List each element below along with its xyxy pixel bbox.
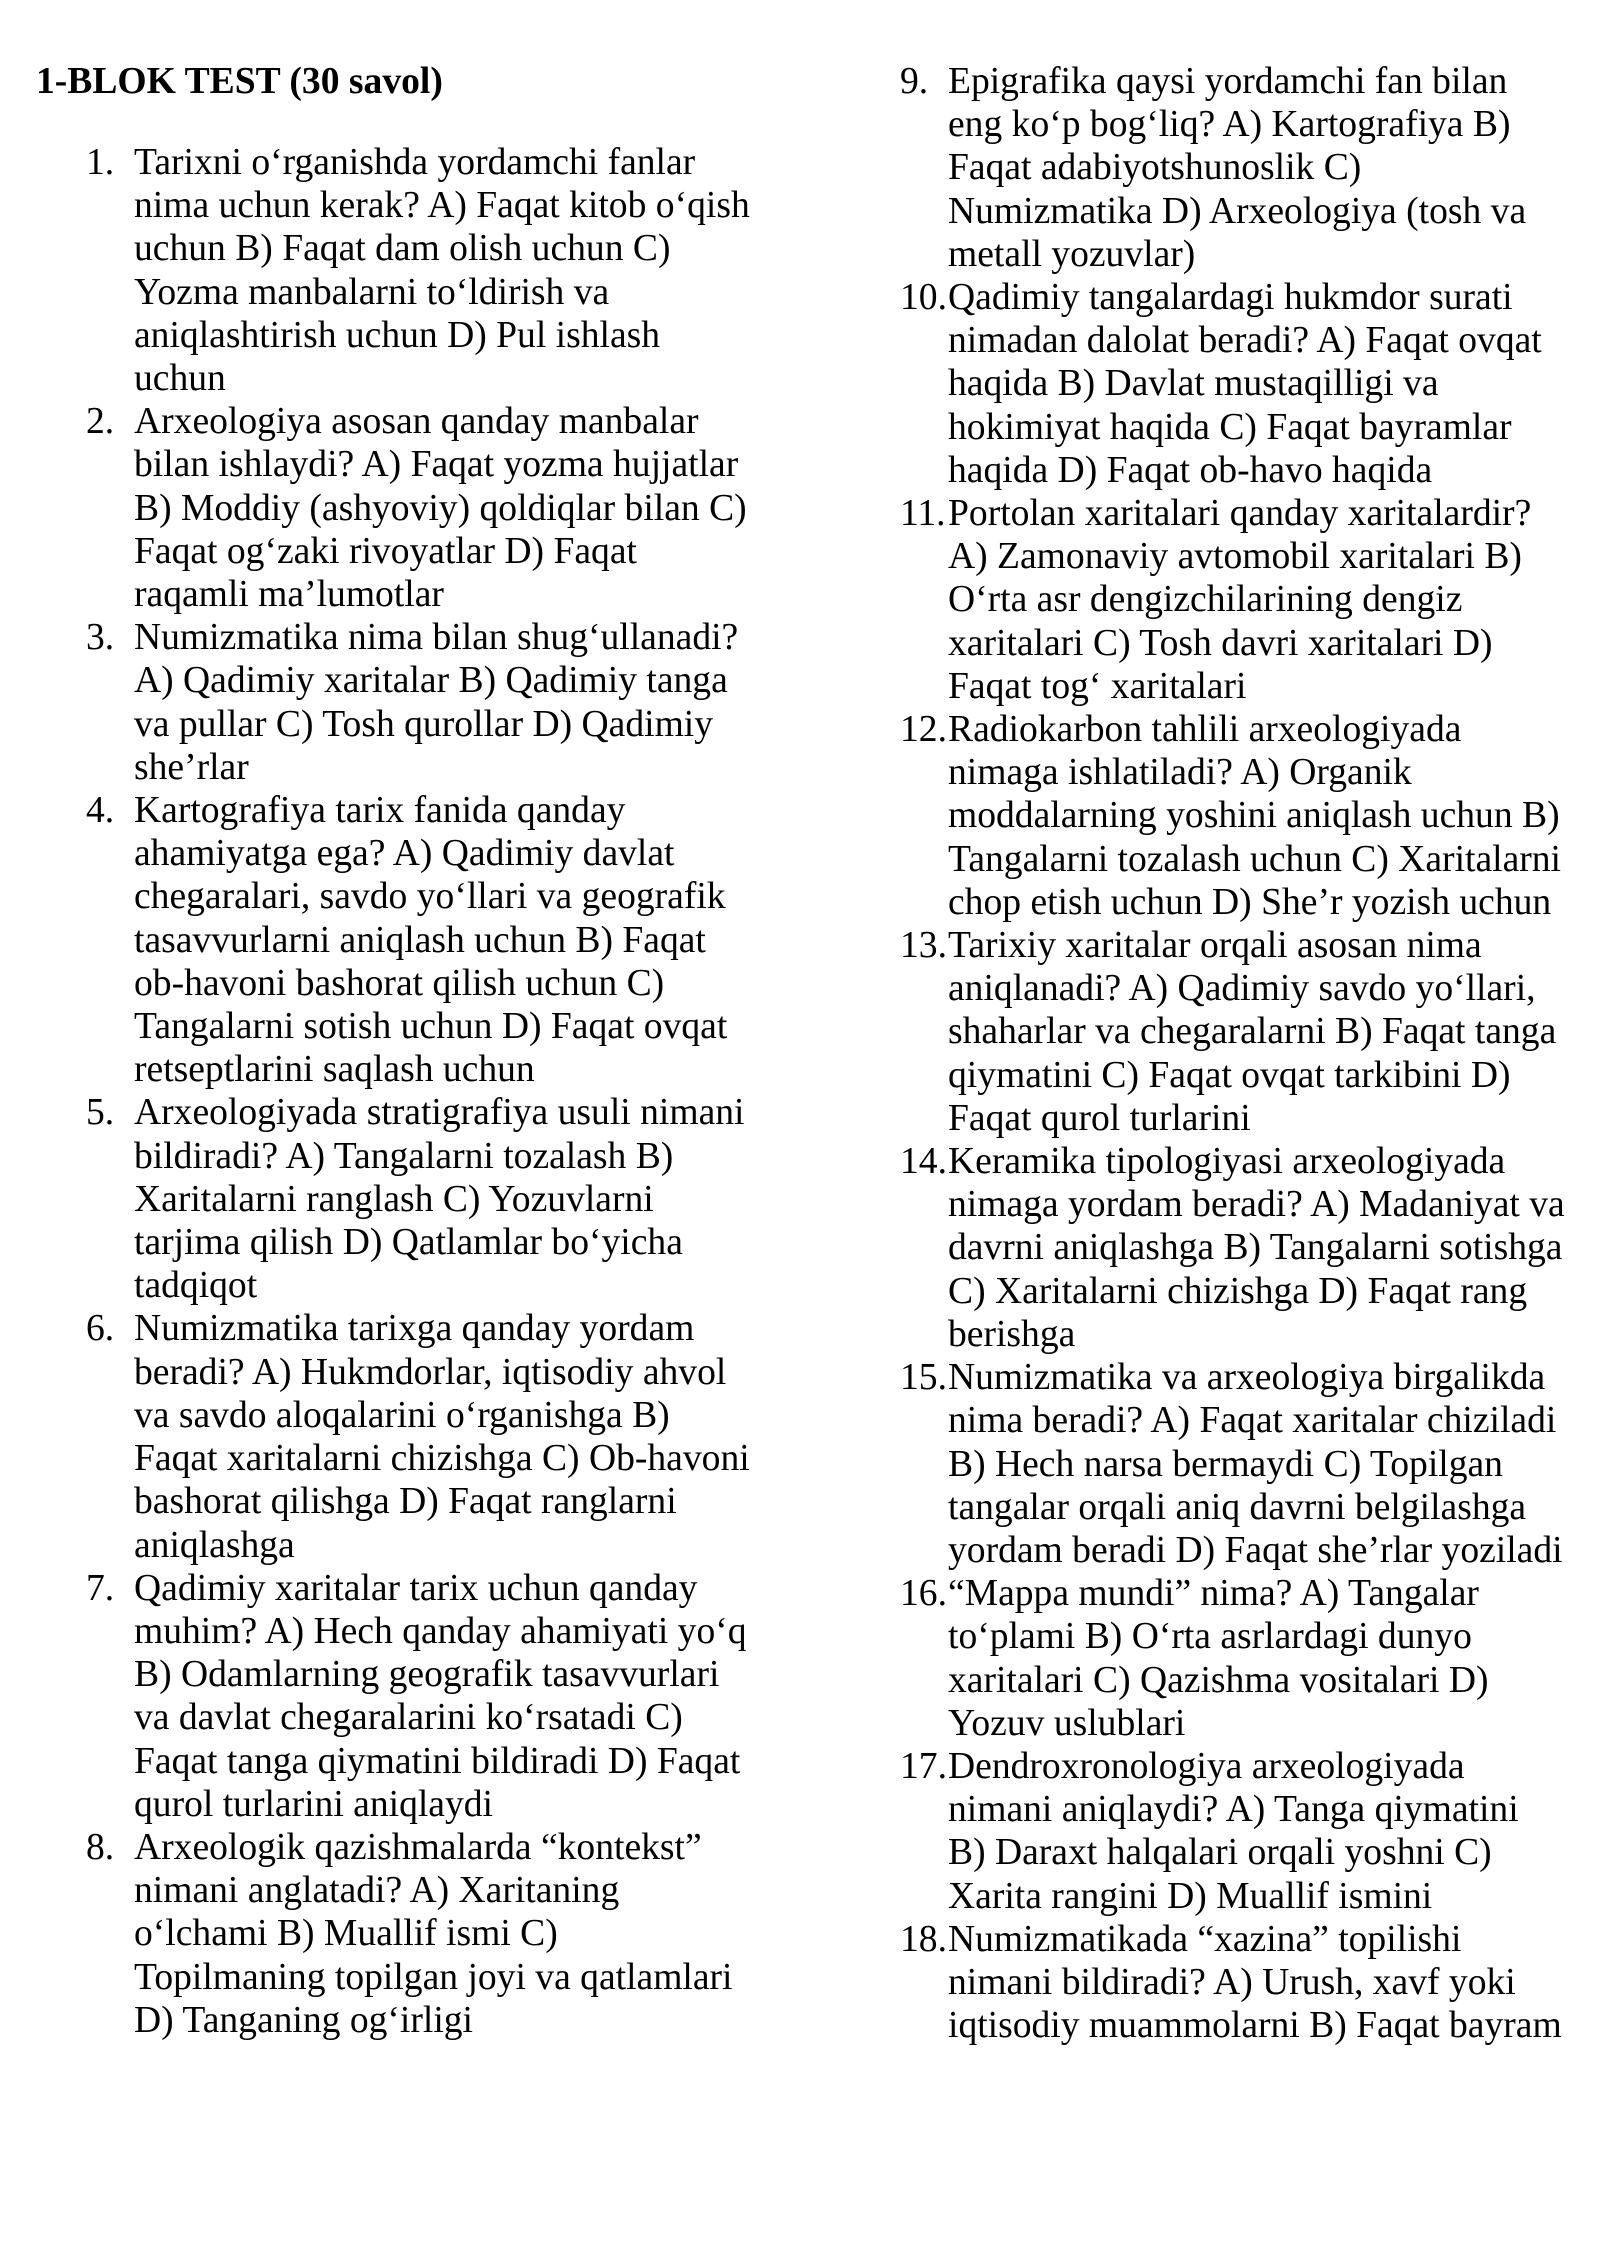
question-text-line: xaritalari C) Tosh davri xaritalari D): [948, 622, 1493, 664]
question-text-line: Xaritalarni ranglash C) Yozuvlarni: [134, 1178, 654, 1220]
question-text-line: Dendroxronologiya arxeologiyada: [948, 1745, 1465, 1787]
question-text-line: Faqat adabiyotshunoslik C): [948, 147, 1362, 189]
question-item: [86, 1567, 750, 1826]
question-text-line: uchun B) Faqat dam olish uchun C): [134, 228, 671, 270]
question-text-line: uchun: [134, 358, 226, 400]
question-text-line: va savdo aloqalarini o‘rganishga B): [134, 1394, 670, 1436]
question-text-line: B) Hech narsa bermaydi C) Topilgan: [948, 1443, 1503, 1485]
question-text-line: bildiradi? A) Tangalarni tozalash B): [134, 1135, 674, 1177]
question-text-line: nimani anglatadi? A) Xaritaning: [134, 1870, 620, 1912]
question-text-line: retseptlarini saqlash uchun: [134, 1049, 535, 1091]
question-text-line: berishga: [948, 1313, 1076, 1355]
question-text-line: A) Qadimiy xaritalar B) Qadimiy tanga: [134, 660, 728, 702]
question-text-line: Portolan xaritalari qanday xaritalardir?: [948, 493, 1532, 535]
question-list-right-column: [900, 60, 1565, 2047]
question-text-line: nimani aniqlaydi? A) Tanga qiymatini: [948, 1789, 1519, 1831]
question-text-line: moddalarning yoshini aniqlash uchun B): [948, 795, 1560, 837]
question-text-line: Epigrafika qaysi yordamchi fan bilan: [948, 61, 1508, 102]
question-text-line: Tarixni o‘rganishda yordamchi fanlar: [134, 142, 696, 183]
question-number: 9.: [900, 61, 929, 102]
question-text-line: tasavvurlarni aniqlash uchun B) Faqat: [134, 919, 706, 961]
question-text-line: Tangalarni tozalash uchun C) Xaritalarni: [948, 838, 1561, 880]
question-text-line: she’rlar: [134, 746, 249, 788]
question-number: 12.: [900, 709, 947, 751]
question-text-line: hokimiyat haqida C) Faqat bayramlar: [948, 406, 1512, 448]
question-text-line: aniqlashtirish uchun D) Pul ishlash: [134, 314, 661, 356]
question-text-line: aniqlashga: [134, 1524, 295, 1566]
question-number: 18.: [900, 1918, 947, 1960]
question-text-line: bashorat qilishga D) Faqat ranglarni: [134, 1481, 677, 1523]
question-item: [900, 492, 1565, 708]
question-text-line: B) Daraxt halqalari orqali yoshni C): [948, 1832, 1492, 1874]
question-text-line: haqida B) Davlat mustaqilligi va: [948, 363, 1439, 405]
question-text-line: beradi? A) Hukmdorlar, iqtisodiy ahvol: [134, 1351, 727, 1393]
question-text-line: Xarita rangini D) Muallif ismini: [948, 1875, 1433, 1917]
question-item: [86, 141, 750, 400]
question-item: [86, 1307, 750, 1566]
question-text-line: Yozma manbalarni to‘ldirish va: [134, 271, 610, 313]
question-item: [900, 1140, 1565, 1356]
question-text-line: “Mappa mundi” nima? A) Tangalar: [948, 1573, 1479, 1615]
question-text-line: Topilmaning topilgan joyi va qatlamlari: [134, 1956, 733, 1998]
question-number: 4.: [86, 790, 115, 832]
question-text-line: eng ko‘p bog‘liq? A) Kartografiya B): [948, 104, 1511, 146]
question-text-line: nimaga ishlatiladi? A) Organik: [948, 752, 1412, 794]
question-text-line: Kartografiya tarix fanida qanday: [134, 790, 626, 832]
question-text-line: va pullar C) Tosh qurollar D) Qadimiy: [134, 703, 714, 745]
question-item: [86, 400, 750, 616]
question-number: 14.: [900, 1141, 947, 1183]
question-text-line: Arxeologiya asosan qanday manbalar: [134, 401, 699, 443]
question-text-line: nima beradi? A) Faqat xaritalar chiziladi: [948, 1400, 1557, 1442]
question-text-line: qurol turlarini aniqlaydi: [134, 1783, 493, 1825]
question-text-line: iqtisodiy muammolarni B) Faqat bayram: [948, 2005, 1562, 2047]
question-text-line: D) Tanganing og‘irligi: [134, 1999, 473, 2041]
question-item: [86, 616, 750, 789]
question-text-line: haqida D) Faqat ob-havo haqida: [948, 449, 1433, 491]
question-text-line: aniqlanadi? A) Qadimiy savdo yo‘llari,: [948, 968, 1536, 1010]
question-number: 5.: [86, 1092, 115, 1134]
question-number: 1.: [86, 142, 115, 183]
question-text-line: Numizmatika D) Arxeologiya (tosh va: [948, 190, 1527, 232]
question-item: [900, 1918, 1565, 2048]
question-item: [900, 276, 1565, 492]
question-text-line: nimaga yordam beradi? A) Madaniyat va: [948, 1184, 1565, 1226]
question-number: 8.: [86, 1826, 115, 1868]
question-text-line: Radiokarbon tahlili arxeologiyada: [948, 709, 1462, 751]
question-text-line: davrni aniqlashga B) Tangalarni sotishga: [948, 1227, 1563, 1269]
question-text-line: O‘rta asr dengizchilarining dengiz: [948, 579, 1463, 621]
question-text-line: shaharlar va chegaralarni B) Faqat tanga: [948, 1011, 1557, 1053]
question-text-line: metall yozuvlar): [948, 233, 1196, 275]
question-text-line: Qadimiy xaritalar tarix uchun qanday: [134, 1567, 698, 1609]
question-text-line: nimani bildiradi? A) Urush, xavf yoki: [948, 1961, 1516, 2003]
question-text-line: tangalar orqali aniq davrni belgilashga: [948, 1486, 1527, 1528]
question-text-line: xaritalari C) Qazishma vositalari D): [948, 1659, 1489, 1701]
question-text-line: to‘plami B) O‘rta asrlardagi dunyo: [948, 1616, 1472, 1658]
question-text-line: nima uchun kerak? A) Faqat kitob o‘qish: [134, 185, 750, 227]
question-text-line: B) Moddiy (ashyoviy) qoldiqlar bilan C): [134, 487, 747, 529]
question-text-line: ob-havoni bashorat qilish uchun C): [134, 962, 665, 1004]
question-text-line: Faqat og‘zaki rivoyatlar D) Faqat: [134, 530, 637, 572]
question-item: [900, 708, 1565, 924]
question-text-line: o‘lchami B) Muallif ismi C): [134, 1913, 558, 1955]
question-text-line: Numizmatika va arxeologiya birgalikda: [948, 1357, 1546, 1399]
question-item: [900, 924, 1565, 1140]
question-number: 6.: [86, 1308, 115, 1350]
question-text-line: Keramika tipologiyasi arxeologiyada: [948, 1141, 1506, 1183]
question-text-line: Numizmatika nima bilan shug‘ullanadi?: [134, 617, 739, 659]
question-text-line: va davlat chegaralarini ko‘rsatadi C): [134, 1697, 683, 1739]
question-text-line: tadqiqot: [134, 1265, 258, 1307]
question-text-line: Arxeologiyada stratigrafiya usuli nimani: [134, 1092, 745, 1134]
question-text-line: B) Odamlarning geografik tasavvurlari: [134, 1654, 720, 1696]
question-text-line: Numizmatikada “xazina” topilishi: [948, 1918, 1462, 1960]
question-text-line: A) Zamonaviy avtomobil xaritalari B): [948, 536, 1522, 578]
question-number: 15.: [900, 1357, 947, 1399]
question-text-line: nimadan dalolat beradi? A) Faqat ovqat: [948, 320, 1542, 362]
question-item: [900, 1572, 1565, 1745]
question-number: 7.: [86, 1567, 115, 1609]
page-title: 1-BLOK TEST (30 savol): [36, 61, 443, 102]
question-text-line: qiymatini C) Faqat ovqat tarkibini D): [948, 1054, 1511, 1096]
question-number: 13.: [900, 925, 947, 967]
question-text-line: Yozuv uslublari: [948, 1702, 1186, 1744]
question-text-line: Faqat qurol turlarini: [948, 1097, 1251, 1139]
question-text-line: Tarixiy xaritalar orqali asosan nima: [948, 925, 1482, 967]
question-text-line: Qadimiy tangalardagi hukmdor surati: [948, 277, 1513, 319]
question-list-left-column: [86, 141, 750, 2042]
question-text-line: yordam beradi D) Faqat she’rlar yoziladi: [948, 1529, 1563, 1571]
question-text-line: Faqat xaritalarni chizishga C) Ob-havoni: [134, 1438, 750, 1480]
question-number: 10.: [900, 277, 947, 319]
question-text-line: Numizmatika tarixga qanday yordam: [134, 1308, 695, 1350]
question-text-line: chegaralari, savdo yo‘llari va geografik: [134, 876, 726, 918]
question-text-line: muhim? A) Hech qanday ahamiyati yo‘q: [134, 1610, 747, 1652]
question-text-line: bilan ishlaydi? A) Faqat yozma hujjatlar: [134, 444, 739, 486]
question-item: [86, 1826, 750, 2042]
question-number: 2.: [86, 401, 115, 443]
question-text-line: Faqat tanga qiymatini bildiradi D) Faqat: [134, 1740, 741, 1782]
question-item: [900, 1356, 1565, 1572]
question-item: [86, 789, 750, 1091]
question-text-line: ahamiyatga ega? A) Qadimiy davlat: [134, 833, 675, 875]
question-number: 17.: [900, 1745, 947, 1787]
question-number: 3.: [86, 617, 115, 659]
question-text-line: Faqat tog‘ xaritalari: [948, 665, 1247, 707]
question-item: [900, 60, 1565, 276]
question-text-line: raqamli ma’lumotlar: [134, 574, 444, 616]
question-text-line: Arxeologik qazishmalarda “kontekst”: [134, 1826, 702, 1868]
question-number: 16.: [900, 1573, 947, 1615]
question-number: 11.: [900, 493, 946, 535]
question-text-line: chop etish uchun D) She’r yozish uchun: [948, 881, 1552, 923]
question-text-line: Tangalarni sotish uchun D) Faqat ovqat: [134, 1006, 728, 1048]
question-item: [86, 1091, 750, 1307]
question-item: [900, 1745, 1565, 1918]
question-text-line: C) Xaritalarni chizishga D) Faqat rang: [948, 1270, 1528, 1312]
question-text-line: tarjima qilish D) Qatlamlar bo‘yicha: [134, 1222, 683, 1264]
